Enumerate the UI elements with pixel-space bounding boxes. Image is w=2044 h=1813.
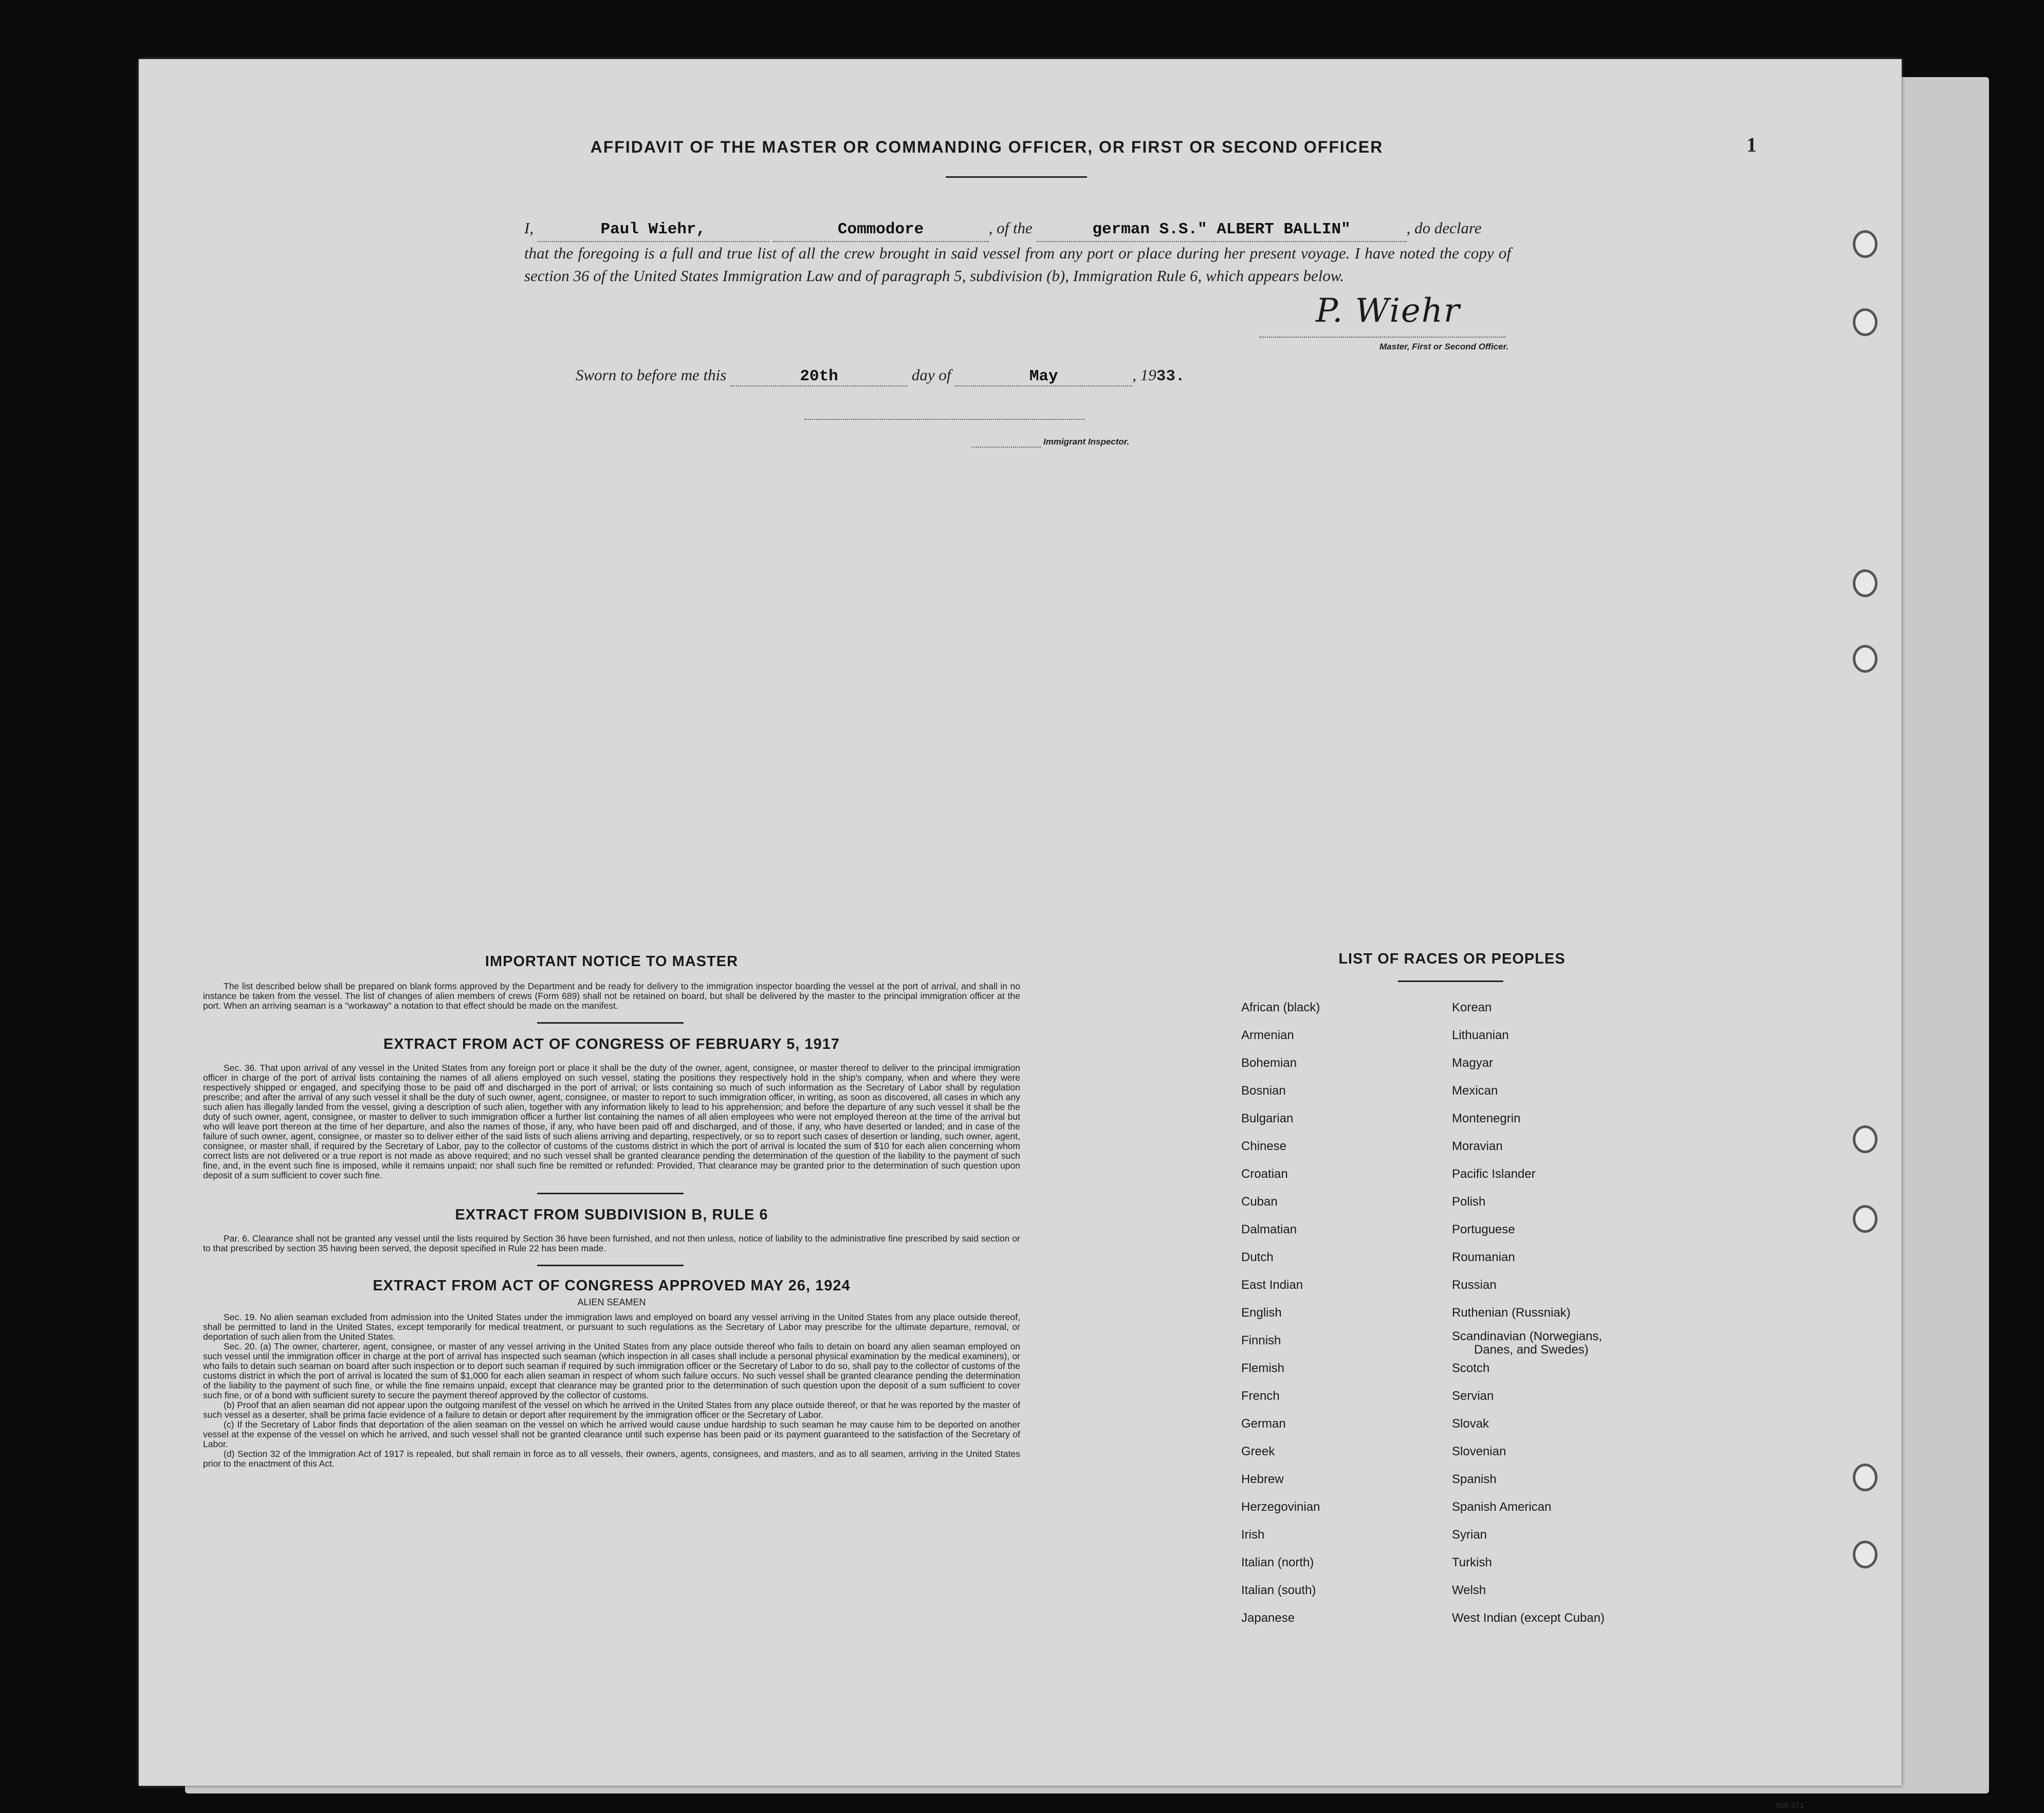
declaration-first-line	[524, 217, 1511, 242]
race-item: Irish	[1241, 1528, 1265, 1542]
section-divider	[537, 1193, 684, 1194]
do-declare-text: , do declare	[1406, 219, 1482, 237]
race-item: Cuban	[1241, 1195, 1278, 1209]
extract-1917-text	[203, 1063, 1020, 1180]
section-divider	[537, 1022, 684, 1024]
race-item: Russian	[1452, 1278, 1497, 1292]
race-item: East Indian	[1241, 1278, 1303, 1292]
race-item: Finnish	[1241, 1334, 1281, 1347]
declaration-text: that the foregoing is a full and true list of all the crew brought in said vessel from any port or place during her present voyage. I have noted the copy of section 36 of the United States Immigration Law and of paragraph 5, subdivision (b), Immigration Rule 6, which appears below.	[524, 244, 1511, 285]
race-item: Scotch	[1452, 1361, 1490, 1375]
race-item: Pacific Islander	[1452, 1167, 1536, 1181]
form-code: Sch 571	[1776, 1801, 1804, 1810]
race-item: Flemish	[1241, 1361, 1285, 1375]
race-item: Scandinavian (Norwegians,	[1452, 1329, 1603, 1343]
binder-hole	[1853, 308, 1877, 336]
notice-paragraph: The list described below shall be prepared on blank forms approved by the Department and be ready for delivery to the immigration inspector boarding the vessel at the port of arrival, and shall in no instance be taken from the vessel. The list of changes of alien members of crews (Form 689) shall not be retained on board, but shall be delivered by the master to the principal immigration officer at the port. When an arriving seaman is a "workaway" a notation to that effect should be made on the manifest.	[203, 981, 1020, 1011]
race-item: Magyar	[1452, 1056, 1494, 1070]
race-item: Bulgarian	[1241, 1112, 1294, 1125]
rank-field: Commodore	[773, 218, 989, 242]
race-item: Moravian	[1452, 1139, 1503, 1153]
extract-rule6-text	[203, 1234, 1020, 1253]
races-title: LIST OF RACES OR PEOPLES	[1338, 951, 1566, 967]
race-item: African (black)	[1241, 1001, 1320, 1014]
declaration-block	[524, 217, 1511, 287]
binder-hole	[1853, 1205, 1877, 1233]
race-item: Hebrew	[1241, 1472, 1284, 1486]
sworn-day-field: 20th	[730, 367, 908, 386]
notice-title: IMPORTANT NOTICE TO MASTER	[485, 953, 739, 970]
form-page	[139, 59, 1902, 1786]
notices-column	[203, 953, 1020, 1469]
race-item: Spanish American	[1452, 1500, 1552, 1514]
race-item: Dutch	[1241, 1250, 1274, 1264]
inspector-signature-line	[804, 419, 1084, 420]
master-name-field: Paul Wiehr,	[538, 218, 769, 242]
race-item: Italian (north)	[1241, 1556, 1314, 1569]
race-item: Servian	[1452, 1389, 1494, 1403]
signature-caption: Master, First or Second Officer.	[1379, 342, 1508, 351]
affidavit-title: AFFIDAVIT OF THE MASTER OR COMMANDING OFFICER, OR FIRST OR SECOND OFFICER	[590, 138, 1384, 156]
race-item: Portuguese	[1452, 1223, 1515, 1236]
race-item: Italian (south)	[1241, 1583, 1316, 1597]
binder-hole	[1853, 645, 1877, 673]
races-title-underline	[1398, 980, 1503, 982]
title-underline	[946, 176, 1087, 178]
binder-hole	[1853, 569, 1877, 597]
sworn-month-field: May	[955, 367, 1132, 386]
master-signature: P. Wiehr	[1316, 292, 1461, 330]
race-item: Lithuanian	[1452, 1028, 1509, 1042]
race-item: French	[1241, 1389, 1280, 1403]
declaration-i: I,	[524, 219, 534, 237]
race-item: Korean	[1452, 1001, 1492, 1014]
race-item-continuation: Danes, and Swedes)	[1474, 1343, 1589, 1357]
race-item: Bohemian	[1241, 1056, 1297, 1070]
race-item: Syrian	[1452, 1528, 1487, 1542]
notice-text	[203, 982, 1020, 1011]
race-item: Herzegovinian	[1241, 1500, 1320, 1514]
binder-hole	[1853, 1541, 1877, 1568]
section-divider	[537, 1265, 684, 1266]
sworn-line	[576, 366, 1185, 386]
race-item: Chinese	[1241, 1139, 1287, 1153]
inspector-dotted-line	[971, 447, 1041, 448]
binder-hole	[1853, 1464, 1877, 1491]
race-item: Bosnian	[1241, 1084, 1286, 1098]
race-item: Dalmatian	[1241, 1223, 1297, 1236]
extract-1924-paragraph: Sec. 20. (a) The owner, charterer, agent, consignee, or master of any vessel arriving in the United States from any place outside thereof who fails to detain on board any alien seaman employed on such vessel until the immigration officer in charge at the port of arrival has inspected such seaman (which inspection in all cases shall include a personal physical examination by the medical examiners), or who fails to detain such seaman on board after such inspection or to deport such seaman if required by such immigration officer or the Secretary of Labor to do so, shall pay to the collector of customs of the customs district in which the port of arrival is located the sum of $1,000 for each alien seaman in respect of whom such failure occurs. No such vessel shall be granted clearance pending the determination of the liability to the payment of such fine, or while the fine remains unpaid, except that clearance may be granted prior to the determination of such question upon the deposit of a sum sufficient to cover such fine, or of a bond with sufficient surety to secure the payment thereof approved by the collector of customs.	[203, 1341, 1020, 1400]
page-number: 1	[1746, 133, 1757, 156]
of-the-text: , of the	[988, 219, 1033, 237]
race-item: Slovenian	[1452, 1445, 1506, 1458]
year-prefix: , 19	[1132, 366, 1156, 384]
extract-rule6-paragraph: Par. 6. Clearance shall not be granted any vessel until the lists required by Section 36 have been furnished, and not then unless, notice of liability to the administrative fine prescribed by said section or to that prescribed by section 35 having been served, the deposit specified in Rule 22 has been made.	[203, 1233, 1020, 1253]
race-item: Turkish	[1452, 1556, 1492, 1569]
sworn-prefix: Sworn to before me this	[576, 366, 727, 384]
binder-hole	[1853, 1125, 1877, 1153]
race-item: Japanese	[1241, 1611, 1295, 1625]
extract-1924-paragraph: (d) Section 32 of the Immigration Act of 1917 is repealed, but shall remain in force as to all vessels, their owners, agents, consignees, and masters, and as to all seamen, arriving in the United States prior to the enactment of this Act.	[203, 1449, 1020, 1469]
extract-1917-title: EXTRACT FROM ACT OF CONGRESS OF FEBRUARY 5, 1917	[383, 1036, 840, 1052]
extract-rule6-title: EXTRACT FROM SUBDIVISION B, RULE 6	[455, 1207, 768, 1223]
race-item: German	[1241, 1417, 1286, 1431]
race-item: Croatian	[1241, 1167, 1288, 1181]
extract-1924-paragraph: Sec. 19. No alien seaman excluded from admission into the United States under the immigration laws and employed on board any vessel arriving in the United States from any place outside thereof, shall be permitted to land in the United States, except temporarily for medical treatment, or pursuant to such regulations as the Secretary of Labor may prescribe for the ultimate departure, removal, or deportation of such alien from the United States.	[203, 1312, 1020, 1342]
race-item: Roumanian	[1452, 1250, 1515, 1264]
race-item: West Indian (except Cuban)	[1452, 1611, 1605, 1625]
inspector-caption: Immigrant Inspector.	[1043, 437, 1130, 447]
race-item: Welsh	[1452, 1583, 1486, 1597]
race-item: Mexican	[1452, 1084, 1498, 1098]
signature-line	[1259, 337, 1506, 338]
race-item: English	[1241, 1306, 1282, 1320]
race-item: Greek	[1241, 1445, 1275, 1458]
extract-1924-text	[203, 1312, 1020, 1469]
race-item: Polish	[1452, 1195, 1486, 1209]
race-item: Armenian	[1241, 1028, 1294, 1042]
extract-1917-paragraph: Sec. 36. That upon arrival of any vessel in the United States from any foreign port or place it shall be the duty of the owner, agent, consignee, or master thereof to deliver to the principal immigration officer in charge of the port of arrival lists containing the names of all aliens employed on such vessel, stating the positions they respectively hold in the ship's company, when and where they were respectively shipped or engaged, and specifying those to be paid off and discharged in the port of arrival; or lists containing so much of such information as the Secretary of Labor shall by regulation prescribe; and after the arrival of any such vessel it shall be the duty of such owner, agent, consignee, or master to report to such immigration officer, in writing, as soon as discovered, all cases in which any such alien has illegally landed from the vessel, giving a description of such alien, together with any information likely to lead to his apprehension; and before the departure of any such vessel it shall be the duty of such owner, agent, consignee, or master to deliver to such immigration officer a further list containing the names of all alien employees who were not employed thereon at the time of the arrival but who will leave port thereon at the time of her departure, and also the names of those, if any, who have been paid off and discharged, and of those, if any, who have deserted or landed; and in case of the failure of such owner, agent, consignee, or master so to deliver either of the said lists of such aliens arriving and departing, respectively, or so to report such cases of desertion or landing, such owner, agent, consignee, or master shall, if required by the Secretary of Labor, pay to the collector of customs of the customs district in which the port of arrival is located the sum of $10 for each alien concerning whom correct lists are not delivered or a true report is not made as above required; and no such vessel shall be granted clearance pending the determination of the question of the liability to the payment of such fine, and, in the event such fine is imposed, while it remains unpaid; nor shall such fine be remitted or refunded: Provided, That clearance may be granted prior to the determination of such question upon deposit of a sum sufficient to cover such fine.	[203, 1063, 1020, 1180]
binder-hole	[1853, 230, 1877, 258]
extract-1924-title: EXTRACT FROM ACT OF CONGRESS APPROVED MAY 26, 1924	[373, 1278, 851, 1294]
vessel-field: german S.S." ALBERT BALLIN"	[1037, 218, 1407, 242]
race-item: Ruthenian (Russniak)	[1452, 1306, 1571, 1320]
race-item: Slovak	[1452, 1417, 1489, 1431]
extract-1924-paragraph: (c) If the Secretary of Labor finds that deportation of the alien seaman on the vessel on which he arrived would cause undue hardship to such seaman he may cause him to be deported on another vessel at the expense of the vessel on which he arrived, and such vessel shall not be granted clearance until such expense has been paid or its payment guaranteed to the satisfaction of the Secretary of Labor.	[203, 1419, 1020, 1449]
extract-1924-paragraph: (b) Proof that an alien seaman did not appear upon the outgoing manifest of the vessel on which he arrived in the United States from any place outside thereof, or that he was reported by the master of such vessel as a deserter, shall be prima facie evidence of a failure to detain or deport after requirement by the immigration officer or the Secretary of Labor.	[203, 1400, 1020, 1420]
race-item: Montenegrin	[1452, 1112, 1521, 1125]
day-of-text: day of	[911, 366, 951, 384]
race-item: Spanish	[1452, 1472, 1497, 1486]
extract-1924-subtitle: ALIEN SEAMEN	[577, 1297, 646, 1307]
sworn-year-field: 33.	[1156, 367, 1185, 385]
